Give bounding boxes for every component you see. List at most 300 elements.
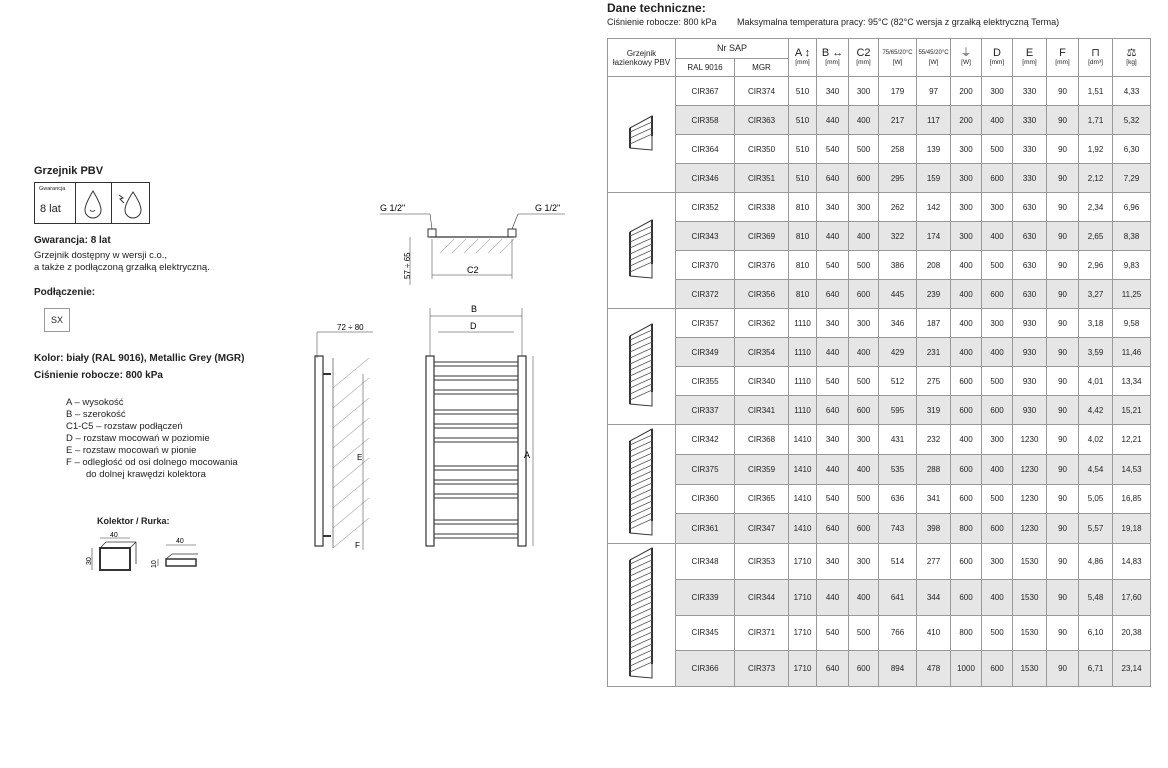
header-c2-unit: [mm] [856, 58, 871, 66]
table-cell: 90 [1047, 164, 1079, 193]
table-cell: 90 [1047, 454, 1079, 484]
warranty-badge [34, 182, 150, 224]
table-cell: 440 [817, 579, 849, 615]
table-cell: CIR356 [735, 280, 789, 309]
table-cell: 600 [982, 396, 1013, 425]
table-cell: 4,54 [1079, 454, 1113, 484]
table-cell: 500 [982, 367, 1013, 396]
table-row [608, 222, 1151, 251]
table-cell: 231 [917, 338, 951, 367]
table-cell: 500 [982, 135, 1013, 164]
header-nr-sap: Nr SAP [676, 39, 789, 59]
table-cell: 4,02 [1079, 425, 1113, 455]
table-row [608, 135, 1151, 164]
header-ral: RAL 9016 [676, 59, 735, 77]
table-row [608, 484, 1151, 514]
table-cell: 510 [789, 106, 817, 135]
header-p75-unit: [W] [892, 58, 903, 66]
table-cell: CIR371 [735, 615, 789, 651]
pipe-width-label: 40 [176, 538, 184, 545]
table-cell: 7,29 [1113, 164, 1151, 193]
table-cell: 636 [879, 484, 917, 514]
table-cell: 174 [917, 222, 951, 251]
table-cell: 400 [849, 106, 879, 135]
water-drop-icon [75, 183, 112, 223]
table-cell: 930 [1013, 367, 1047, 396]
table-cell: 300 [982, 193, 1013, 222]
table-row [608, 396, 1151, 425]
table-cell: 400 [951, 309, 982, 338]
table-cell: 500 [849, 615, 879, 651]
table-cell: 90 [1047, 280, 1079, 309]
table-cell: 930 [1013, 338, 1047, 367]
table-cell: 200 [951, 77, 982, 106]
tech-data-table [607, 38, 1151, 687]
table-row [608, 615, 1151, 651]
table-cell: 4,01 [1079, 367, 1113, 396]
radiator-icon [622, 544, 662, 684]
table-cell: 346 [879, 309, 917, 338]
table-cell: 12,21 [1113, 425, 1151, 455]
table-cell: 9,58 [1113, 309, 1151, 338]
table-cell: CIR364 [676, 135, 735, 164]
table-cell: CIR340 [735, 367, 789, 396]
table-cell: 2,96 [1079, 251, 1113, 280]
table-cell: 510 [789, 135, 817, 164]
table-cell: 800 [951, 514, 982, 544]
table-cell: 500 [982, 484, 1013, 514]
table-cell: 440 [817, 454, 849, 484]
table-cell: 510 [789, 77, 817, 106]
table-cell: CIR357 [676, 309, 735, 338]
table-cell: CIR347 [735, 514, 789, 544]
table-cell: 400 [982, 454, 1013, 484]
table-cell: CIR375 [676, 454, 735, 484]
height-range-label: 57 ÷ 65 [403, 252, 412, 279]
radiator-thumbnail [608, 193, 676, 309]
connection-heading: Podłączenie: [34, 287, 96, 298]
table-cell: CIR374 [735, 77, 789, 106]
table-cell: CIR358 [676, 106, 735, 135]
table-cell: 208 [917, 251, 951, 280]
header-e: E [1025, 46, 1034, 59]
table-cell: 300 [951, 135, 982, 164]
tech-pressure: Ciśnienie robocze: 800 kPa [607, 17, 717, 27]
table-cell: CIR361 [676, 514, 735, 544]
table-cell: 1230 [1013, 425, 1047, 455]
table-cell: CIR376 [735, 251, 789, 280]
table-cell: 810 [789, 193, 817, 222]
table-cell: 440 [817, 106, 849, 135]
table-row [608, 280, 1151, 309]
table-cell: 5,57 [1079, 514, 1113, 544]
header-d: D [993, 46, 1001, 59]
table-cell: 2,12 [1079, 164, 1113, 193]
wall-gap-label: 72 ÷ 80 [337, 323, 364, 332]
table-cell: 300 [849, 544, 879, 580]
table-cell: 258 [879, 135, 917, 164]
table-cell: 14,53 [1113, 454, 1151, 484]
table-cell: 13,34 [1113, 367, 1151, 396]
table-cell: 630 [1013, 222, 1047, 251]
table-cell: 90 [1047, 77, 1079, 106]
table-cell: 1710 [789, 579, 817, 615]
legend-item: A – wysokość [66, 397, 124, 408]
table-cell: 90 [1047, 396, 1079, 425]
table-cell: 200 [951, 106, 982, 135]
table-cell: 3,59 [1079, 338, 1113, 367]
weight-icon: ⚖ [1126, 46, 1137, 59]
table-cell: 90 [1047, 222, 1079, 251]
table-cell: 217 [879, 106, 917, 135]
table-cell: 4,86 [1079, 544, 1113, 580]
warranty-badge-label: Gwarancja [39, 186, 66, 192]
d-label: D [470, 321, 477, 331]
table-row [608, 544, 1151, 580]
table-cell: 9,83 [1113, 251, 1151, 280]
table-cell: 600 [951, 396, 982, 425]
table-cell: 330 [1013, 164, 1047, 193]
table-cell: 11,46 [1113, 338, 1151, 367]
pipe-left-label: G 1/2" [380, 203, 406, 213]
radiator-thumbnail [608, 425, 676, 544]
table-cell: 300 [849, 77, 879, 106]
collector-width-label: 40 [110, 532, 118, 539]
table-cell: CIR367 [676, 77, 735, 106]
table-cell: 1410 [789, 454, 817, 484]
table-cell: 277 [917, 544, 951, 580]
table-cell: 766 [879, 615, 917, 651]
table-cell: 600 [951, 544, 982, 580]
table-cell: 295 [879, 164, 917, 193]
header-p55: 55/45/20°C [918, 49, 949, 56]
table-cell: 1230 [1013, 514, 1047, 544]
table-cell: 1,92 [1079, 135, 1113, 164]
table-cell: 275 [917, 367, 951, 396]
table-cell: 630 [1013, 280, 1047, 309]
b-label: B [471, 304, 478, 314]
table-cell: 17,60 [1113, 579, 1151, 615]
table-cell: 300 [982, 425, 1013, 455]
table-cell: 2,34 [1079, 193, 1113, 222]
table-cell: CIR369 [735, 222, 789, 251]
header-heater-unit: [W] [961, 58, 971, 66]
availability-line1: Grzejnik dostępny w wersji c.o., [34, 250, 168, 261]
table-cell: 6,96 [1113, 193, 1151, 222]
table-row [608, 514, 1151, 544]
header-b-unit: [mm] [825, 58, 840, 66]
table-cell: 300 [982, 77, 1013, 106]
table-cell: 330 [1013, 135, 1047, 164]
header-f-unit: [mm] [1055, 58, 1070, 66]
table-cell: 1410 [789, 514, 817, 544]
table-cell: 1410 [789, 425, 817, 455]
table-cell: 500 [849, 484, 879, 514]
table-cell: CIR370 [676, 251, 735, 280]
header-a-unit: [mm] [795, 58, 810, 66]
dimension-legend [66, 397, 238, 481]
table-cell: 262 [879, 193, 917, 222]
table-cell: 440 [817, 338, 849, 367]
collector-profile-drawing [78, 530, 208, 580]
table-cell: CIR337 [676, 396, 735, 425]
table-cell: 11,25 [1113, 280, 1151, 309]
table-cell: 15,21 [1113, 396, 1151, 425]
table-cell: CIR350 [735, 135, 789, 164]
table-cell: 23,14 [1113, 651, 1151, 687]
table-cell: 400 [951, 338, 982, 367]
table-cell: 1710 [789, 544, 817, 580]
heater-icon: ⏚ [960, 46, 972, 59]
table-cell: CIR338 [735, 193, 789, 222]
table-cell: 1710 [789, 615, 817, 651]
table-cell: CIR351 [735, 164, 789, 193]
table-row [608, 454, 1151, 484]
table-cell: 1230 [1013, 484, 1047, 514]
table-cell: 117 [917, 106, 951, 135]
table-cell: 600 [849, 280, 879, 309]
table-cell: 1000 [951, 651, 982, 687]
legend-item: C1-C5 – rozstaw podłączeń [66, 421, 183, 432]
table-cell: 90 [1047, 484, 1079, 514]
table-cell: 894 [879, 651, 917, 687]
table-cell: 340 [817, 309, 849, 338]
table-cell: 90 [1047, 251, 1079, 280]
table-cell: 330 [1013, 106, 1047, 135]
table-cell: 288 [917, 454, 951, 484]
table-cell: 1,51 [1079, 77, 1113, 106]
table-cell: 540 [817, 615, 849, 651]
table-cell: 600 [982, 651, 1013, 687]
side-view-drawing [305, 318, 385, 558]
table-cell: 19,18 [1113, 514, 1151, 544]
table-row [608, 338, 1151, 367]
table-cell: 1110 [789, 338, 817, 367]
table-cell: 90 [1047, 615, 1079, 651]
header-d-unit: [mm] [989, 58, 1005, 66]
radiator-thumbnail [608, 77, 676, 193]
pipe-right-label: G 1/2" [535, 203, 561, 213]
table-cell: 340 [817, 425, 849, 455]
table-cell: 97 [917, 77, 951, 106]
connection-type-box: SX [44, 308, 70, 332]
header-f: F [1059, 46, 1066, 59]
table-cell: 1110 [789, 396, 817, 425]
table-cell: CIR360 [676, 484, 735, 514]
table-row [608, 425, 1151, 455]
table-cell: 540 [817, 135, 849, 164]
table-cell: 300 [849, 425, 879, 455]
table-cell: 400 [982, 222, 1013, 251]
table-cell: 90 [1047, 309, 1079, 338]
table-cell: 20,38 [1113, 615, 1151, 651]
table-cell: 512 [879, 367, 917, 396]
table-cell: 5,48 [1079, 579, 1113, 615]
warranty-badge-value: 8 lat [40, 203, 61, 215]
table-cell: CIR339 [676, 579, 735, 615]
table-cell: 640 [817, 514, 849, 544]
header-vol-unit: [dm³] [1088, 58, 1103, 66]
table-cell: CIR353 [735, 544, 789, 580]
table-cell: 232 [917, 425, 951, 455]
table-cell: 90 [1047, 193, 1079, 222]
table-cell: CIR372 [676, 280, 735, 309]
table-cell: 400 [849, 222, 879, 251]
table-cell: 640 [817, 280, 849, 309]
header-p75: 75/65/20°C [882, 49, 913, 56]
table-cell: 6,30 [1113, 135, 1151, 164]
table-cell: 445 [879, 280, 917, 309]
table-cell: 300 [951, 164, 982, 193]
radiator-icon [622, 425, 662, 541]
table-cell: 300 [849, 193, 879, 222]
table-cell: 344 [917, 579, 951, 615]
table-cell: 810 [789, 251, 817, 280]
table-cell: 90 [1047, 514, 1079, 544]
table-cell: CIR352 [676, 193, 735, 222]
table-cell: 810 [789, 222, 817, 251]
table-cell: CIR355 [676, 367, 735, 396]
table-cell: 4,33 [1113, 77, 1151, 106]
header-weight-unit: [kg] [1126, 58, 1137, 66]
table-cell: 1710 [789, 651, 817, 687]
table-cell: 500 [849, 367, 879, 396]
table-cell: 514 [879, 544, 917, 580]
table-cell: 1,71 [1079, 106, 1113, 135]
pipe-height-label: 10 [151, 560, 158, 568]
table-cell: 1230 [1013, 454, 1047, 484]
table-cell: 400 [951, 425, 982, 455]
radiator-icon [622, 320, 662, 412]
table-cell: 5,05 [1079, 484, 1113, 514]
table-row [608, 193, 1151, 222]
table-cell: 8,38 [1113, 222, 1151, 251]
table-row [608, 106, 1151, 135]
table-cell: 478 [917, 651, 951, 687]
table-cell: 319 [917, 396, 951, 425]
table-cell: 400 [982, 579, 1013, 615]
table-cell: 630 [1013, 251, 1047, 280]
table-cell: 800 [951, 615, 982, 651]
table-cell: 90 [1047, 106, 1079, 135]
pressure-text: Ciśnienie robocze: 800 kPa [34, 370, 163, 381]
table-cell: 340 [817, 544, 849, 580]
table-cell: 600 [951, 367, 982, 396]
table-cell: 600 [982, 514, 1013, 544]
warranty-text-value: Gwarancja: 8 lat [34, 235, 111, 246]
c2-label: C2 [467, 265, 479, 275]
table-row [608, 651, 1151, 687]
table-cell: 6,71 [1079, 651, 1113, 687]
table-cell: 1110 [789, 309, 817, 338]
header-b: B ↔ [821, 46, 844, 59]
tech-max-temp: Maksymalna temperatura pracy: 95°C (82°C wersja z grzałką elektryczną Terma) [737, 17, 1060, 27]
volume-icon: ⊓ [1091, 46, 1100, 59]
table-cell: 1410 [789, 484, 817, 514]
table-cell: 600 [951, 484, 982, 514]
header-a: A ↕ [794, 46, 811, 59]
table-cell: CIR359 [735, 454, 789, 484]
table-cell: CIR354 [735, 338, 789, 367]
table-cell: 595 [879, 396, 917, 425]
table-cell: 600 [951, 454, 982, 484]
table-cell: CIR349 [676, 338, 735, 367]
table-cell: 400 [951, 251, 982, 280]
table-cell: 510 [789, 164, 817, 193]
radiator-icon [622, 216, 662, 284]
table-row [608, 367, 1151, 396]
table-cell: CIR343 [676, 222, 735, 251]
table-cell: CIR366 [676, 651, 735, 687]
table-cell: 386 [879, 251, 917, 280]
table-row [608, 164, 1151, 193]
legend-item: B – szerokość [66, 409, 126, 420]
table-cell: 400 [849, 338, 879, 367]
legend-item: do dolnej krawędzi kolektora [86, 469, 206, 480]
table-cell: 540 [817, 367, 849, 396]
table-cell: 429 [879, 338, 917, 367]
table-cell: 2,65 [1079, 222, 1113, 251]
table-cell: 90 [1047, 579, 1079, 615]
table-cell: 431 [879, 425, 917, 455]
table-cell: 5,32 [1113, 106, 1151, 135]
f-label: F [355, 541, 360, 550]
table-cell: 640 [817, 651, 849, 687]
table-cell: 6,10 [1079, 615, 1113, 651]
collector-height-label: 30 [86, 557, 93, 565]
table-cell: 1530 [1013, 579, 1047, 615]
table-cell: 743 [879, 514, 917, 544]
tech-heading: Dane techniczne: [607, 1, 706, 15]
table-cell: 630 [1013, 193, 1047, 222]
legend-item: D – rozstaw mocowań w poziomie [66, 433, 210, 444]
header-e-unit: [mm] [1022, 58, 1037, 66]
table-cell: 14,83 [1113, 544, 1151, 580]
table-cell: 16,85 [1113, 484, 1151, 514]
table-cell: 300 [982, 544, 1013, 580]
table-cell: 600 [849, 651, 879, 687]
radiator-icon [622, 112, 662, 156]
table-cell: 300 [849, 309, 879, 338]
table-cell: 90 [1047, 544, 1079, 580]
table-cell: 90 [1047, 135, 1079, 164]
table-cell: 340 [817, 193, 849, 222]
table-cell: 239 [917, 280, 951, 309]
table-cell: 400 [982, 106, 1013, 135]
table-cell: 1530 [1013, 544, 1047, 580]
header-c2: C2 [856, 46, 871, 59]
top-view-drawing [370, 195, 570, 290]
legend-item: F – odległość od osi dolnego mocowania [66, 457, 238, 468]
table-cell: CIR368 [735, 425, 789, 455]
table-cell: 600 [849, 396, 879, 425]
a-label: A [524, 450, 531, 460]
table-cell: 810 [789, 280, 817, 309]
table-cell: CIR362 [735, 309, 789, 338]
table-cell: 500 [982, 251, 1013, 280]
table-cell: 4,42 [1079, 396, 1113, 425]
table-cell: 930 [1013, 396, 1047, 425]
table-cell: 300 [982, 309, 1013, 338]
table-cell: CIR341 [735, 396, 789, 425]
table-cell: 535 [879, 454, 917, 484]
header-p55-unit: [W] [928, 58, 939, 66]
table-cell: 641 [879, 579, 917, 615]
table-cell: 1110 [789, 367, 817, 396]
table-cell: 187 [917, 309, 951, 338]
table-cell: 90 [1047, 425, 1079, 455]
table-cell: 400 [849, 579, 879, 615]
